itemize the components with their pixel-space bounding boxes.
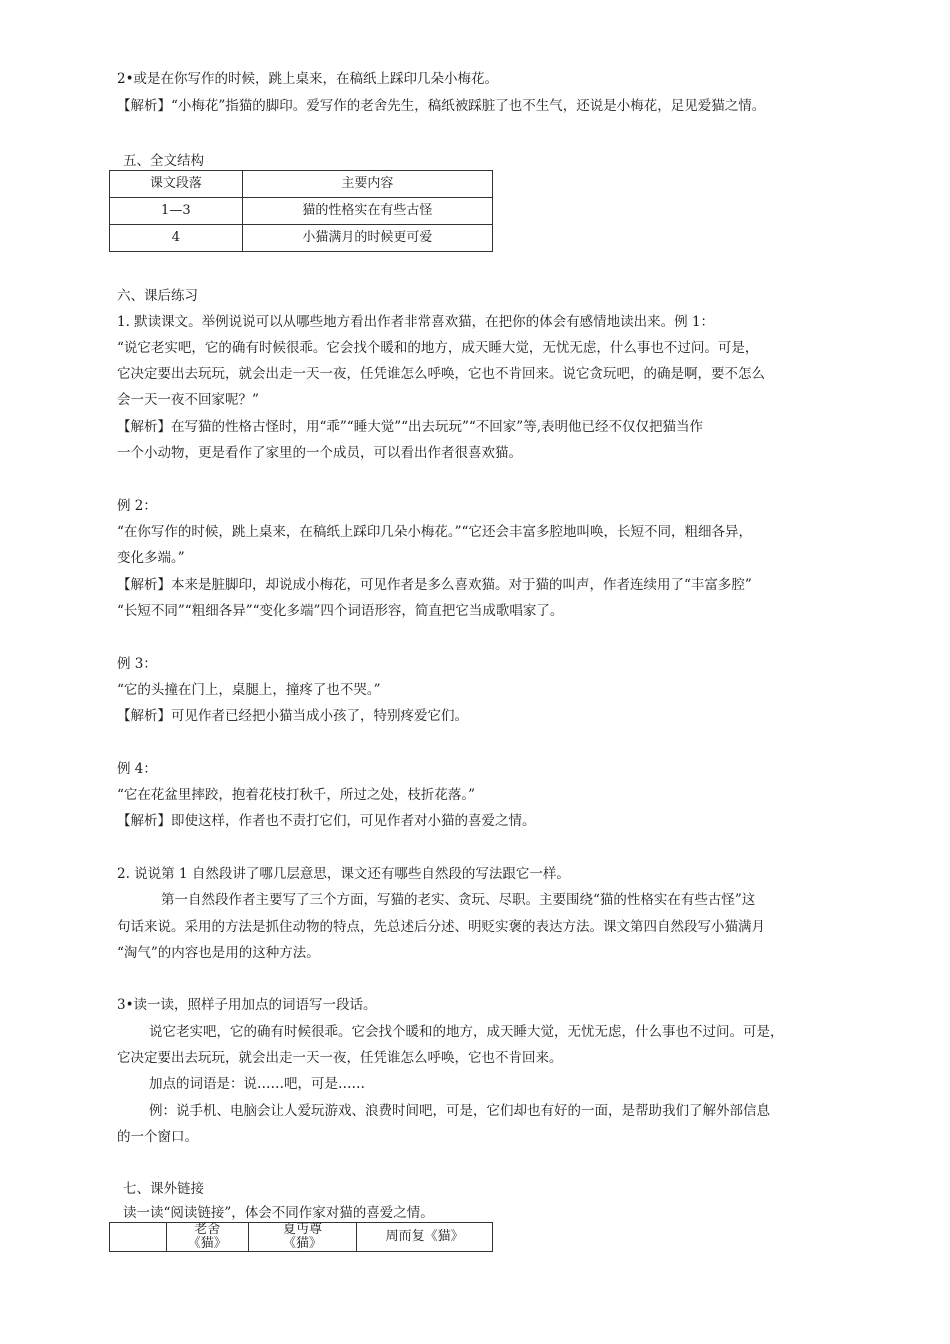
example-line: 会一天一夜不回家呢？” (117, 392, 259, 408)
section-heading-structure: 五、全文结构 (123, 153, 204, 169)
analysis-line: 【解析】在写猫的性格古怪时，用“乖”“睡大觉”“出去玩玩”“不回家”等,表明他已经不仅仅把猫当作 (117, 419, 704, 435)
table-cell (248, 1223, 357, 1252)
example-line: “它的头撞在门上，桌腿上，撞疼了也不哭。” (117, 682, 381, 698)
answer-line: 说它老实吧，它的确有时候很乖。它会找个暖和的地方，成天睡大觉，无忧无虑，什么事也不过问。可是， (149, 1024, 784, 1040)
structure-table (109, 170, 493, 252)
analysis-line: 【解析】“小梅花”指猫的脚印。爱写作的老舍先生，稿纸被踩脏了也不生气，还说是小梅花，足见爱猫之情。 (117, 98, 766, 114)
answer-line: 它决定要出去玩玩，就会出走一天一夜，任凭谁怎么呼唤，它也不肯回来。 (117, 1050, 563, 1066)
example-line: 变化多端。” (117, 550, 185, 566)
answer-line: 第一自然段作者主要写了三个方面，写猫的老实、贪玩、尽职。主要围绕“猫的性格实在有些古怪”这 (161, 892, 756, 908)
example-label: 例 4： (117, 761, 157, 777)
example-label: 例 2： (117, 498, 157, 514)
example-line: “在你写作的时候，跳上桌来，在稿纸上踩印几朵小梅花。”“它还会丰富多腔地叫唤，长短不同，粗细各异， (117, 524, 752, 540)
analysis-line: 【解析】可见作者已经把小猫当成小孩了，特别疼爱它们。 (117, 708, 468, 724)
example-line: 它决定要出去玩玩，就会出走一天一夜，任凭谁怎么呼唤，它也不肯回来。说它贪玩吧，的确是啊，要不怎么 (117, 366, 765, 382)
answer-line: 的一个窗口。 (117, 1129, 198, 1145)
example-line: “它在花盆里摔跤，抱着花枝打秋千，所过之处，枝折花落。” (117, 787, 476, 803)
table-cell (166, 1223, 248, 1252)
analysis-line: 【解析】即使这样，作者也不责打它们，可见作者对小猫的喜爱之情。 (117, 813, 536, 829)
example-label: 例 3： (117, 656, 157, 672)
analysis-line: 一个小动物，更是看作了家里的一个成员，可以看出作者很喜欢猫。 (117, 445, 522, 461)
table-cell: 4 (110, 225, 243, 252)
author-name: 夏丏尊 (282, 1222, 322, 1237)
table-cell: 小猫满月的时候更可爱 (242, 225, 492, 252)
table-cell: 周而复《猫》 (357, 1223, 493, 1252)
table-cell: 1—3 (110, 198, 243, 225)
table-header-cell: 课文段落 (110, 171, 243, 198)
work-title: 《猫》 (282, 1236, 322, 1251)
author-name: 老舍 (194, 1222, 221, 1237)
answer-line: 加点的词语是：说……吧，可是…… (149, 1076, 365, 1092)
example-line: “说它老实吧，它的确有时候很乖。它会找个暖和的地方，成天睡大觉，无忧无虑，什么事也不过问。可是， (117, 340, 759, 356)
question-line: 1. 默读课文。举例说说可以从哪些地方看出作者非常喜欢猫，在把你的体会有感情地读出来。例 1： (117, 314, 715, 330)
table-row (110, 225, 493, 252)
reading-instruction: 读一读“阅读链接”，体会不同作家对猫的喜爱之情。 (123, 1205, 434, 1221)
question-line: 3•读一读，照样子用加点的词语写一段话。 (117, 997, 377, 1013)
table-cell: 猫的性格实在有些古怪 (242, 198, 492, 225)
analysis-line: 【解析】本来是脏脚印，却说成小梅花，可见作者是多么喜欢猫。对于猫的叫声，作者连续用了“丰富多腔” (117, 577, 752, 593)
question-line: 2. 说说第 1 自然段讲了哪几层意思，课文还有哪些自然段的写法跟它一样。 (117, 866, 570, 882)
table-cell (110, 1223, 167, 1252)
answer-line: 句话来说。采用的方法是抓住动物的特点，先总述后分述、明贬实褒的表达方法。课文第四自然段写小猫满月 (117, 919, 765, 935)
table-row (110, 1223, 493, 1252)
section-heading-links: 七、课外链接 (123, 1181, 204, 1197)
table-header-row (110, 171, 493, 198)
table-header-cell: 主要内容 (242, 171, 492, 198)
table-row (110, 198, 493, 225)
section-heading-exercises: 六、课后练习 (117, 288, 198, 304)
analysis-line: “长短不同”“粗细各异”“变化多端”四个词语形容，简直把它当成歌唱家了。 (117, 603, 564, 619)
reading-link-table (109, 1222, 493, 1252)
text-line: 2•或是在你写作的时候，跳上桌来，在稿纸上踩印几朵小梅花。 (117, 71, 499, 87)
answer-line: 例：说手机、电脑会让人爱玩游戏、浪费时间吧，可是，它们却也有好的一面，是帮助我们了解外部信息 (149, 1103, 770, 1119)
work-title: 《猫》 (187, 1236, 227, 1251)
answer-line: “淘气”的内容也是用的这种方法。 (117, 945, 320, 961)
